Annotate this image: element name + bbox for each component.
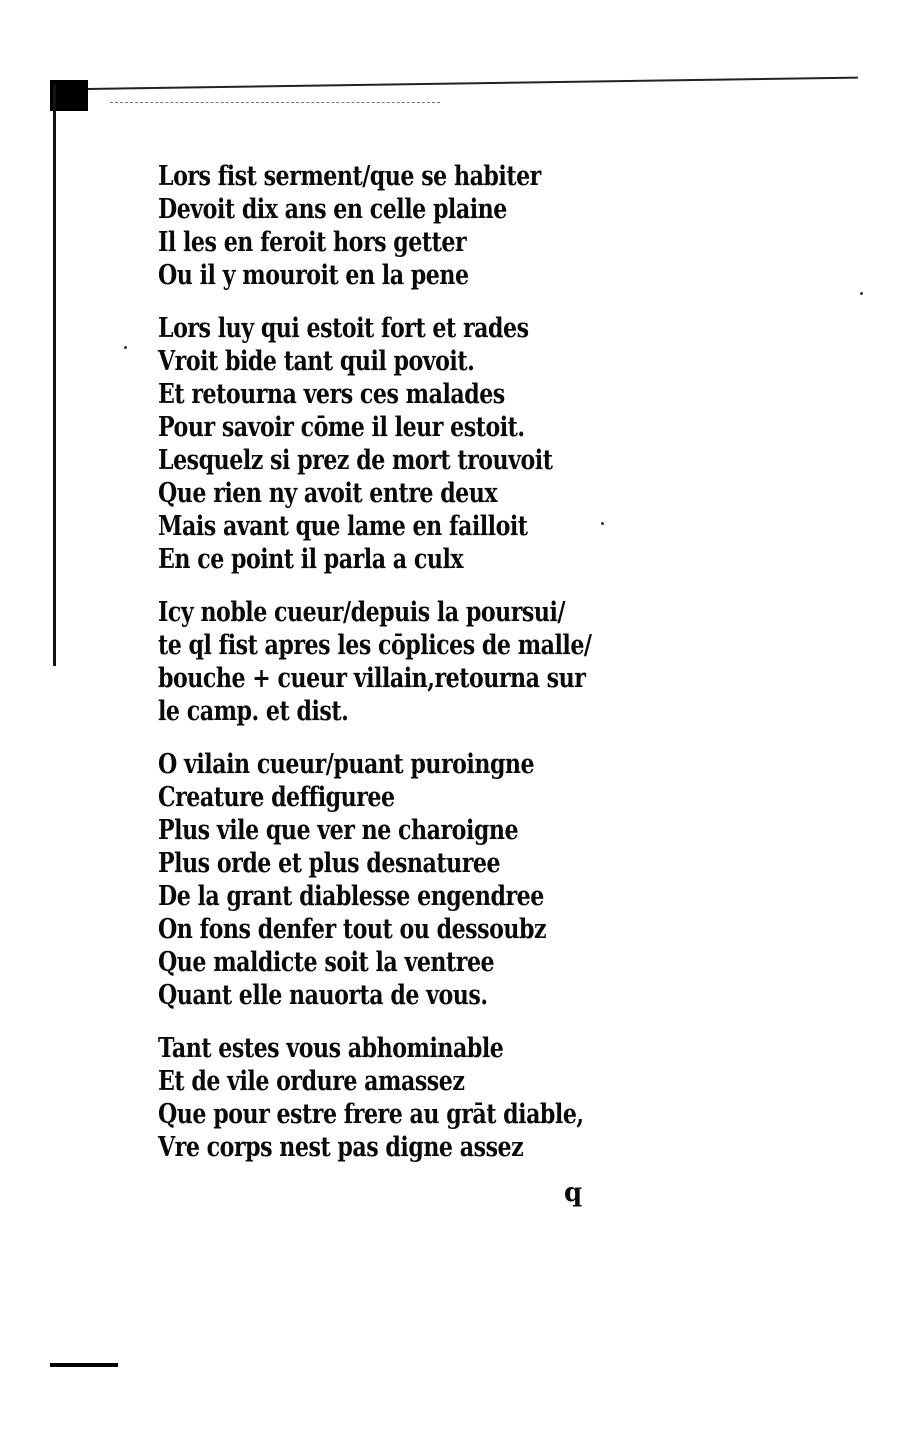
prose-line: bouche + cueur villain,retourna sur: [158, 663, 586, 694]
prose-rubric: [158, 596, 618, 728]
top-rule-dotted: [110, 102, 440, 103]
top-rule: [88, 77, 858, 90]
verse-line: Lors luy qui estoit fort et rades: [158, 313, 529, 344]
verse-line: Vre corps nest pas digne assez: [158, 1132, 524, 1163]
stanza: [158, 1032, 618, 1164]
verse-line: Devoit dix ans en celle plaine: [158, 194, 507, 225]
prose-line: le camp. et dist.: [158, 696, 349, 727]
ink-speck: [124, 346, 127, 349]
stanza: [158, 160, 618, 292]
page-left-edge: [53, 84, 56, 666]
verse-line: Et retourna vers ces malades: [158, 379, 505, 410]
page-signature: q: [564, 1178, 583, 1208]
ink-speck: [860, 292, 863, 295]
verse-line: Lors fist serment/que se habiter: [158, 161, 541, 192]
verse-line: Plus orde et plus desnaturee: [158, 848, 501, 879]
verse-line: O vilain cueur/puant puroingne: [158, 749, 535, 780]
verse-line: Vroit bide tant quil povoit.: [158, 346, 475, 377]
prose-line: Icy noble cueur/depuis la poursui/: [158, 597, 566, 628]
poem-text: [158, 160, 618, 1184]
verse-line: Il les en feroit hors getter: [158, 227, 467, 258]
stanza: [158, 312, 618, 576]
stanza: [158, 748, 618, 1012]
verse-line: Creature deffiguree: [158, 782, 395, 813]
verse-line: Plus vile que ver ne charoigne: [158, 815, 519, 846]
verse-line: Et de vile ordure amassez: [158, 1066, 465, 1097]
verse-line: Mais avant que lame en failloit: [158, 511, 528, 542]
verse-line: Quant elle nauorta de vous.: [158, 980, 488, 1011]
verse-line: Que rien ny avoit entre deux: [158, 478, 498, 509]
verse-line: Lesquelz si prez de mort trouvoit: [158, 445, 553, 476]
prose-line: te ql fist apres les cōplices de malle/: [158, 630, 592, 661]
verse-line: Pour savoir cōme il leur estoit.: [158, 412, 525, 443]
verse-line: Que pour estre frere au grāt diable,: [158, 1099, 584, 1130]
verse-line: De la grant diablesse engendree: [158, 881, 544, 912]
bottom-rule: [50, 1363, 118, 1367]
verse-line: Tant estes vous abhominable: [158, 1033, 504, 1064]
verse-line: On fons denfer tout ou dessoubz: [158, 914, 547, 945]
verse-line: En ce point il parla a culx: [158, 544, 464, 575]
verse-line: Que maldicte soit la ventree: [158, 947, 495, 978]
verse-line: Ou il y mouroit en la pene: [158, 260, 469, 291]
